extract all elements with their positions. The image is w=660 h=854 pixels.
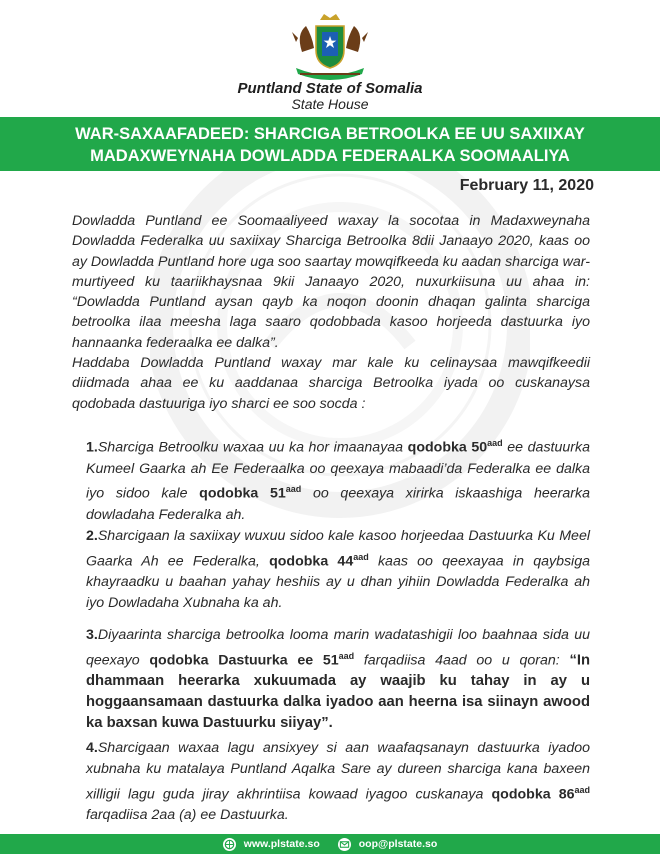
title-line-1: WAR-SAXAAFADEED: SHARCIGA BETROOLKA EE UU SAXIIXAY [75,125,585,143]
website-link[interactable]: www.plstate.so [243,838,320,850]
article-reference: qodobka 44 [269,553,354,570]
press-release-title [0,117,660,171]
point-1: 1.Sharciga Betroolku waxaa uu ka hor imaanayaa qodobka $50^{aad}$ ee dastuurka Kumeel Gaarka ah Ee Federaalka oo qeexaya mabaadi’da Federalka ee dalka iyo sidoo kale qodobka $51^{aad}$ oo qeexaya xirirka iskaashiga heerarka dowladaha Federalka ah. [86,438,590,523]
article-reference: qodobka Dastuurka ee 51 [149,652,339,669]
email-link[interactable]: oop@plstate.so [358,838,438,850]
intro-paragraph [72,211,590,414]
point-number: 3. [86,627,98,643]
point-3: 3.Diyaarinta sharciga betroolka looma marin wadatashigii loo baahnaa sida uu qeexayo qodobka Dastuurka ee $51^{aad}$ farqadiisa 4aad oo u qoran: “In dhammaan heerarka xukuumada ay waajib ku tahay in ay u hoggaansamaan dastuurka dalka iyadoo aan heerna isa siinayn awood ka baxsan kuwa Dastuurku siiyay”. [86,627,590,731]
globe-icon [223,838,236,851]
intro-text: Dowladda Puntland ee Soomaaliyeed waxay la socotaa in Madaxweynaha Dowladda Federalka uu saxiixay Sharciga Betroolka 8dii Janaayo 2020, kaas oo ay Dowladda Puntland hore uga soo saartay mowqifkeeda ku aadan sharciga war-murtiyeed ku taariikhaysnaa 9kii Janaayo 2020, nuxurkiisuna uu ahaa in: “Dowladda Puntland aysan qayb ka noqon doonin dhaqan galinta sharciga betroolka ilaa meesha laga saaro qodobbada kasoo horjeeda dastuurka iyo hannaanka federaalka ee dalka”. [72,213,590,351]
article-reference: qodobka 86 [491,786,575,803]
title-line-2: MADAXWEYNAHA DOWLADDA FEDERAALKA SOOMAALIYA [90,147,570,165]
document-date: February 11, 2020 [459,177,594,194]
organization-subtitle: State House [291,96,369,112]
article-reference: qodobka 50 [407,439,488,456]
article-reference: qodobka 51 [199,486,286,503]
mail-icon [338,838,351,851]
point-number: 2. [86,528,98,544]
footer-bar [0,834,660,854]
point-4: 4.Sharcigaan waxaa lagu ansixyey si aan waafaqsanayn dastuurka iyadoo xubnaha ku matalaya Puntland Aqalka Sare ay dureen sharciga kana baxeen xilligii lagu guda jiray akhrintiisa kowaad iyagoo cuskanaya qodobka $86^{aad}$ farqadiisa 2aa (a) ee Dastuurka. [86,740,590,824]
point-number: 1. [86,439,98,456]
point-2: 2.Sharcigaan la saxiixay wuxuu sidoo kale kasoo horjeedaa Dastuurka Ku Meel Gaarka Ah ee Federalka, qodobka $44^{aad}$ kaas oo qeexayaa in qaybsiga khayraadku u baahan yahay heshiis ay u dhan yihiin Dowladda Federalka ah iyo Dowladaha Xubnaha ka ah. [86,528,590,612]
point-number: 4. [86,740,98,756]
quoted-article: “In dhammaan heerarka xukuumada ay waajib ku tahay in ay u hoggaansamaan dastuurka dalka iyadoo aan heerna isa siinayn awood ka baxsan kuwa Dastuurku siiyay”. [86,652,590,731]
organization-name: Puntland State of Somalia [237,80,423,97]
coat-of-arms-logo [282,12,378,84]
intro-text-2: Haddaba Dowladda Puntland waxay mar kale ku celinaysaa mawqifkeedii diidmada ahaa ee ku aaddanaa sharciga Betroolka iyada oo cuskanaysa qodobada dastuuriga iyo sharci ee soo socda : [72,355,590,412]
